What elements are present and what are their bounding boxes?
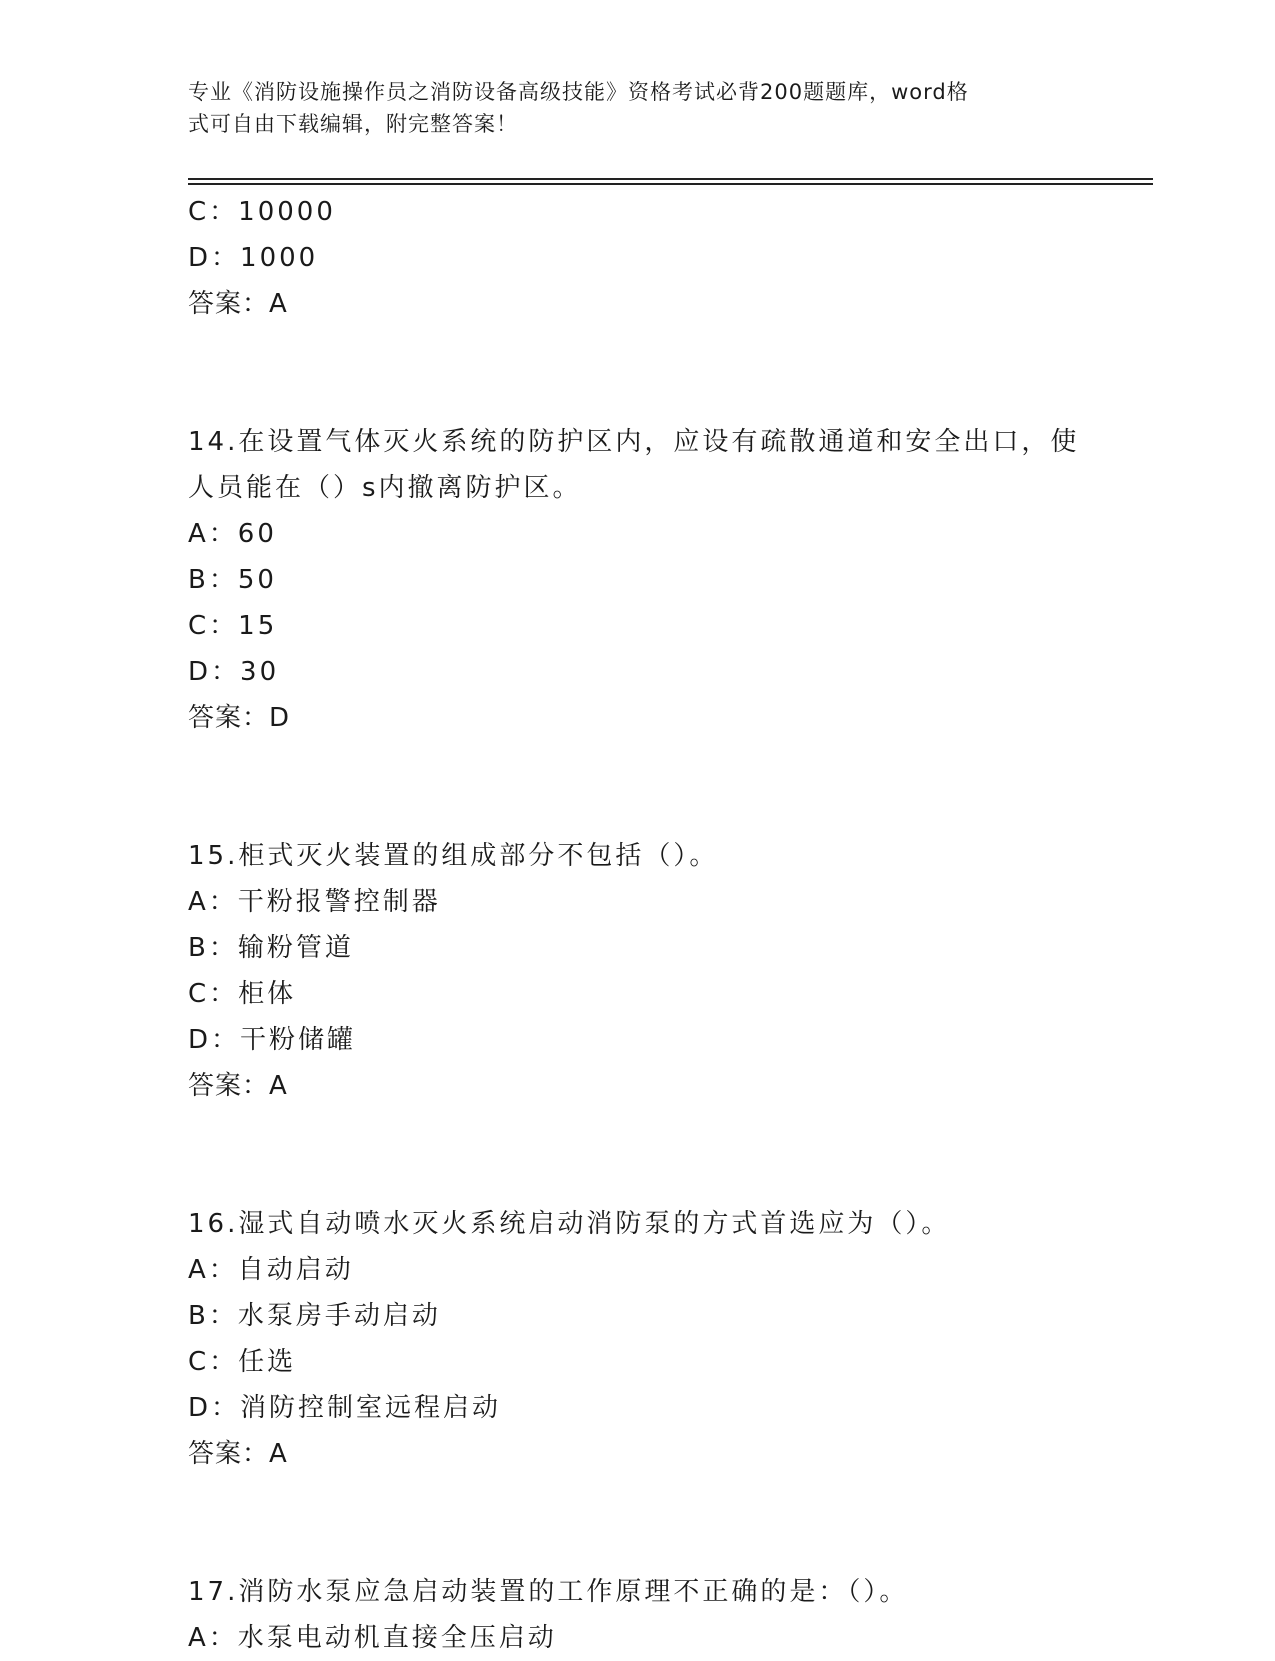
option-d: D：干粉储罐 <box>188 1025 357 1055</box>
option-c: C：15 <box>188 611 278 641</box>
option-a: A：干粉报警控制器 <box>188 887 441 917</box>
option-d: D：30 <box>188 657 280 687</box>
question-stem: 16.湿式自动喷水灭火系统启动消防泵的方式首选应为（）。 <box>188 1209 951 1239</box>
header-line-2: 式可自由下载编辑，附完整答案！ <box>188 112 518 136</box>
option-d: D：1000 <box>188 243 319 273</box>
answer: 答案：D <box>188 703 291 733</box>
question-15 <box>188 833 1088 1109</box>
answer: 答案：A <box>188 1071 288 1101</box>
question-stem: 15.柜式灭火装置的组成部分不包括（）。 <box>188 841 719 871</box>
document-header <box>188 76 1068 140</box>
question-stem: 人员能在（）s内撤离防护区。 <box>188 473 582 503</box>
option-a: A：自动启动 <box>188 1255 354 1285</box>
question-stem: 17.消防水泵应急启动装置的工作原理不正确的是：（）。 <box>188 1577 909 1607</box>
answer: 答案：A <box>188 289 288 319</box>
option-b: B：50 <box>188 565 277 595</box>
option-c: C：任选 <box>188 1347 297 1377</box>
header-line-1: 专业《消防设施操作员之消防设备高级技能》资格考试必背200题题库，word格 <box>188 80 969 104</box>
option-a: A：水泵电动机直接全压启动 <box>188 1623 557 1653</box>
question-14 <box>188 419 1088 741</box>
question-stem: 14.在设置气体灭火系统的防护区内，应设有疏散通道和安全出口，使 <box>188 427 1080 457</box>
header-rule-top <box>188 178 1153 180</box>
answer: 答案：A <box>188 1439 288 1469</box>
question-list <box>188 189 1088 1661</box>
header-rule-bottom <box>188 183 1153 185</box>
question-13-tail <box>188 189 1088 327</box>
option-d: D：消防控制室远程启动 <box>188 1393 502 1423</box>
option-c: C：柜体 <box>188 979 297 1009</box>
question-16 <box>188 1201 1088 1477</box>
question-17 <box>188 1569 1088 1661</box>
option-a: A：60 <box>188 519 277 549</box>
option-c: C：10000 <box>188 197 336 227</box>
option-b: B：水泵房手动启动 <box>188 1301 441 1331</box>
option-b: B：输粉管道 <box>188 933 354 963</box>
